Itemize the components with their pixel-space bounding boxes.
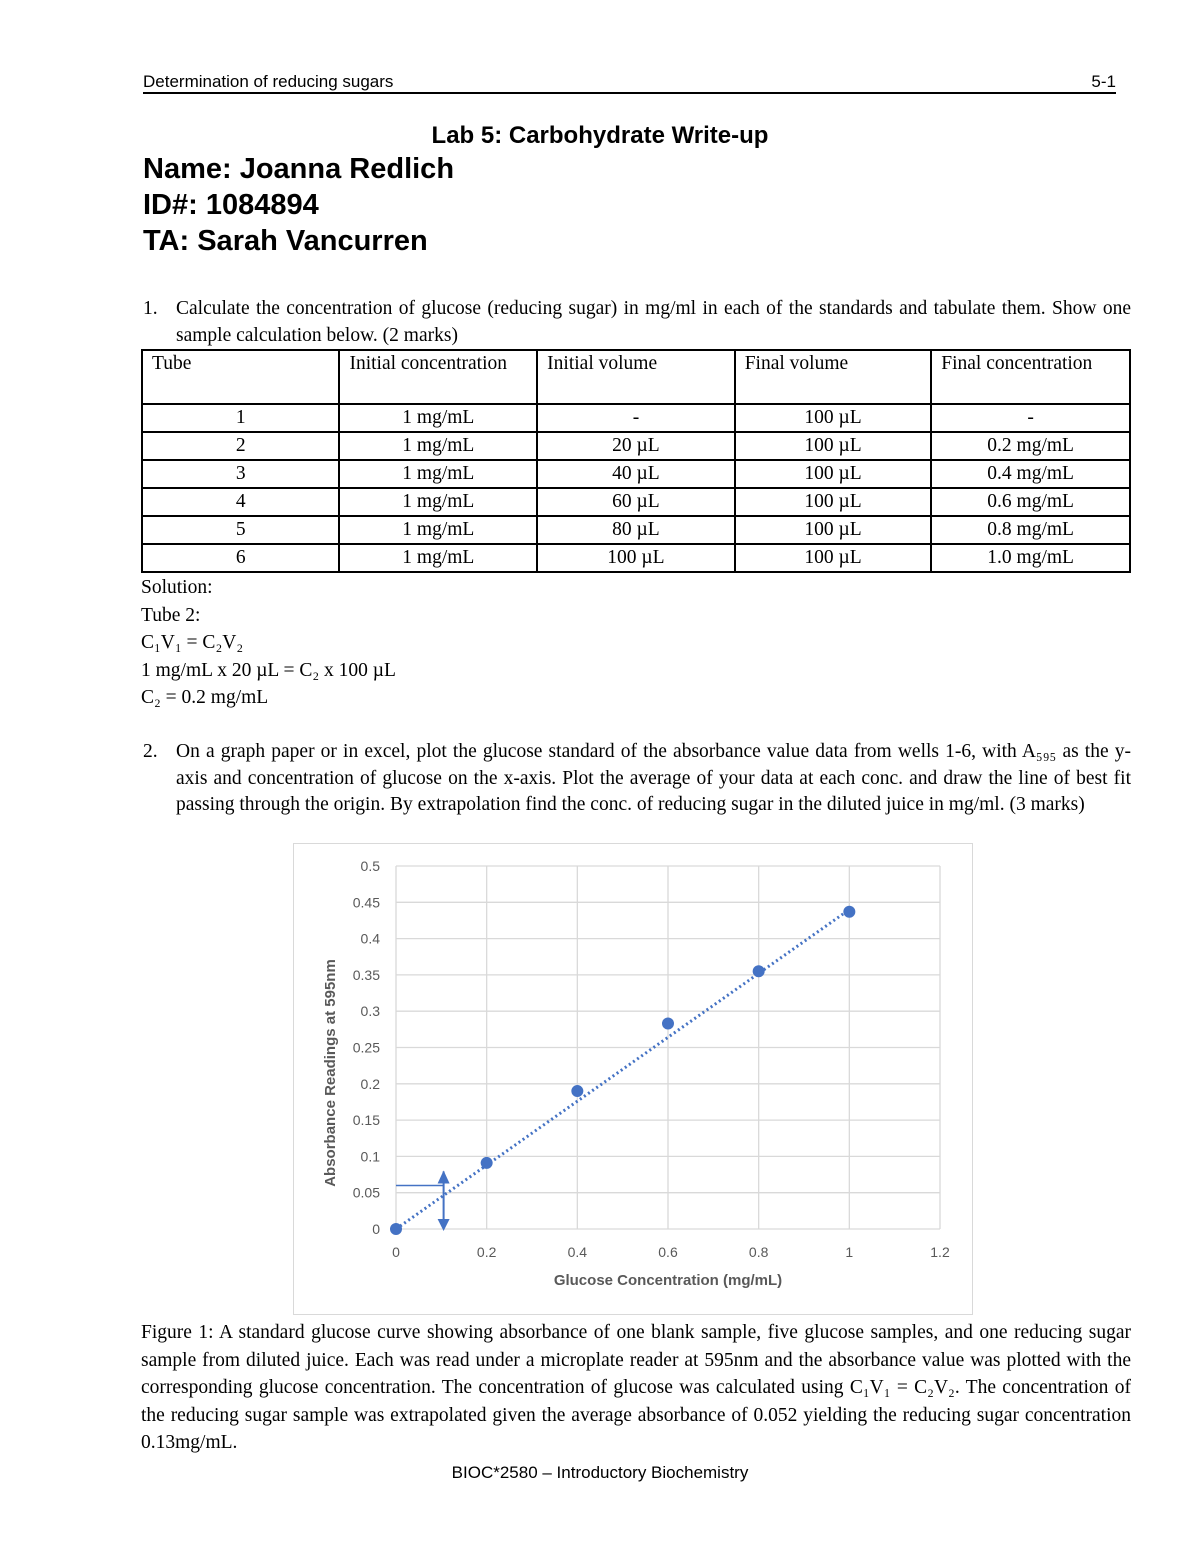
table-cell: 1 mg/mL <box>339 488 537 516</box>
y-tick-label: 0.35 <box>352 966 380 983</box>
table-cell: 1 mg/mL <box>339 516 537 544</box>
y-tick-label: 0.45 <box>352 894 380 911</box>
y-tick-label: 0.2 <box>360 1075 380 1092</box>
student-id: ID#: 1084894 <box>143 189 319 221</box>
table-cell: 40 µL <box>537 460 735 488</box>
y-tick-label: 0 <box>372 1221 380 1237</box>
table-cell: 1 mg/mL <box>339 432 537 460</box>
ta-name: TA: Sarah Vancurren <box>143 225 428 257</box>
y-tick-label: 0.3 <box>360 1003 380 1020</box>
table-cell: 0.2 mg/mL <box>931 432 1130 460</box>
x-tick-label: 0.6 <box>658 1244 678 1260</box>
question-1 <box>143 296 1131 349</box>
data-point <box>662 1018 674 1030</box>
y-tick-label: 0.5 <box>360 858 380 874</box>
x-tick-label: 0 <box>392 1244 400 1260</box>
table-cell: 100 µL <box>735 460 932 488</box>
data-point <box>481 1157 493 1169</box>
table-cell: 1 mg/mL <box>339 460 537 488</box>
table-row <box>142 488 1130 516</box>
header-title: Determination of reducing sugars <box>143 72 394 91</box>
table-cell: - <box>537 404 735 432</box>
table-header-cell: Tube <box>142 350 339 404</box>
y-tick-label: 0.05 <box>352 1184 380 1201</box>
question-1-number: 1. <box>143 298 158 319</box>
figure-caption: Figure 1: A standard glucose curve showing absorbance of one blank sample, five glucose samples, and one reducing sugar sample from diluted juice. Each was read under a microplate reader at 595nm and the absorbance value was plotted with the corresponding glucose concentration. The concentration of glucose was calculated using C₁V₁ = C₂V₂. The concentration of the reducing sugar sample was extrapolated given the average absorbance of 0.052 yielding the reducing sugar concentration 0.13mg/mL. <box>141 1322 1131 1453</box>
table-row <box>142 432 1130 460</box>
x-tick-label: 1 <box>845 1244 854 1260</box>
x-tick-label: 0.4 <box>567 1244 588 1260</box>
solution-formula: C₁V₁ = C₂V₂ <box>141 632 244 653</box>
table-cell: 0.4 mg/mL <box>931 460 1130 488</box>
table-cell: 1 mg/mL <box>339 404 537 432</box>
table-header-cell: Initial concentration <box>339 350 537 404</box>
table-cell: 2 <box>142 432 339 460</box>
table-header-cell: Initial volume <box>537 350 735 404</box>
question-2-number: 2. <box>143 741 158 762</box>
solution-result: C₂ = 0.2 mg/mL <box>141 687 269 708</box>
table-cell: 1.0 mg/mL <box>931 544 1130 572</box>
page-header <box>143 72 1116 94</box>
x-tick-label: 1.2 <box>930 1244 950 1260</box>
solution-block <box>141 574 396 712</box>
x-tick-label: 0.8 <box>748 1244 769 1260</box>
question-2 <box>143 739 1131 819</box>
y-tick-label: 0.1 <box>360 1148 380 1165</box>
table-row <box>142 460 1130 488</box>
table-cell: 100 µL <box>537 544 735 572</box>
solution-tube: Tube 2: <box>141 604 201 626</box>
y-axis-label: Absorbance Readings at 595nm <box>322 959 339 1187</box>
table-cell: 100 µL <box>735 544 932 572</box>
table-cell: 80 µL <box>537 516 735 544</box>
solution-step: 1 mg/mL x 20 µL = C₂ x 100 µL <box>141 659 396 681</box>
table-cell: 20 µL <box>537 432 735 460</box>
table-row <box>142 404 1130 432</box>
annotation-arrow-up <box>438 1170 450 1183</box>
solution-label: Solution: <box>141 577 213 598</box>
standards-table <box>141 349 1131 573</box>
table-cell: 1 <box>142 404 339 432</box>
lab-title: Lab 5: Carbohydrate Write-up <box>431 122 769 149</box>
y-tick-label: 0.4 <box>360 930 380 947</box>
table-row <box>142 516 1130 544</box>
table-cell: 5 <box>142 516 339 544</box>
table-cell: 100 µL <box>735 404 932 432</box>
question-1-text: Calculate the concentration of glucose (reducing sugar) in mg/ml in each of the standards and tabulate them. Show one sample calculation below. (2 marks) <box>176 298 1131 346</box>
table-header-cell: Final volume <box>735 350 932 404</box>
student-name: Name: Joanna Redlich <box>143 153 455 185</box>
table-cell: 100 µL <box>735 516 932 544</box>
table-cell: 4 <box>142 488 339 516</box>
table-cell: 60 µL <box>537 488 735 516</box>
table-cell: 100 µL <box>735 488 932 516</box>
trendline <box>396 910 849 1229</box>
x-axis-label: Glucose Concentration (mg/mL) <box>553 1272 783 1289</box>
table-header-row <box>142 350 1130 404</box>
page-footer: BIOC*2580 – Introductory Biochemistry <box>451 1463 749 1482</box>
table-cell: - <box>931 404 1130 432</box>
data-point <box>390 1223 402 1235</box>
table-cell: 3 <box>142 460 339 488</box>
page-number: 5-1 <box>1091 72 1116 91</box>
table-cell: 100 µL <box>735 432 932 460</box>
x-tick-label: 0.2 <box>476 1244 497 1260</box>
table-row <box>142 544 1130 572</box>
y-tick-label: 0.15 <box>352 1112 380 1129</box>
table-cell: 6 <box>142 544 339 572</box>
table-cell: 1 mg/mL <box>339 544 537 572</box>
data-point <box>753 965 765 977</box>
table-cell: 0.8 mg/mL <box>931 516 1130 544</box>
table-header-cell: Final concentration <box>931 350 1130 404</box>
glucose-standard-chart <box>293 843 973 1315</box>
data-point <box>843 906 855 918</box>
y-tick-label: 0.25 <box>352 1039 380 1056</box>
table-cell: 0.6 mg/mL <box>931 488 1130 516</box>
data-point <box>571 1085 583 1097</box>
question-2-text: On a graph paper or in excel, plot the glucose standard of the absorbance value data from wells 1-6, with A₅₉₅ as the y-axis and concentration of glucose on the x-axis. Plot the average of your data at each conc. and draw the line of best fit passing through the origin. By extrapolation find the conc. of reducing sugar in the diluted juice in mg/ml. (3 marks) <box>176 741 1131 815</box>
